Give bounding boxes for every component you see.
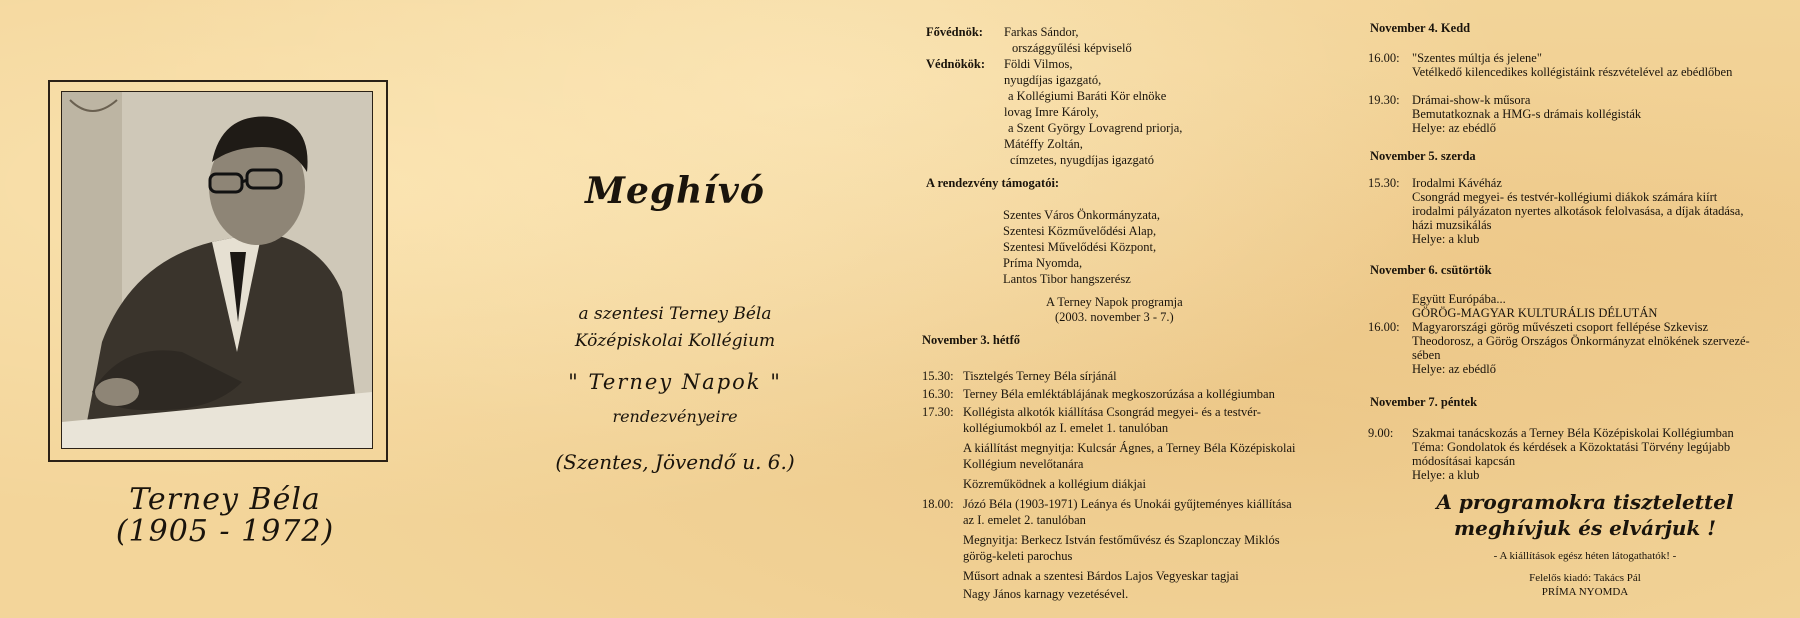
sponsor-item: Lantos Tibor hangszerész (1003, 272, 1131, 286)
event-line: Kollégium nevelőtanára (963, 457, 1084, 471)
invitation-line-2: Középiskolai Kollégium (574, 331, 776, 351)
sponsor-item: Szentesi Művelődési Központ, (1003, 240, 1157, 254)
invitation-title: Meghívó (585, 170, 765, 212)
event-time: 15.30: (1368, 176, 1400, 190)
event-line: Tisztelgés Terney Béla sírjánál (963, 369, 1117, 383)
sponsors-heading: A rendezvény támogatói: (926, 176, 1060, 190)
patron-line: a Szent György Lovagrend priorja, (1008, 121, 1183, 135)
event-line: házi muzsikálás (1412, 218, 1492, 232)
printer: PRÍMA NYOMDA (1541, 586, 1629, 598)
patron-line: Farkas Sándor, (1004, 25, 1079, 39)
event-line: Nagy János karnagy vezetésével. (963, 587, 1129, 601)
invitation-line-3: " Terney Napok " (568, 370, 782, 394)
invitation-line-5: (Szentes, Jövendő u. 6.) (555, 450, 795, 474)
event-time: 16.00: (1368, 320, 1400, 334)
event-line: görög-keleti parochus (963, 549, 1073, 563)
program-dates: (2003. november 3 - 7.) (1055, 310, 1174, 324)
event-time: 9.00: (1368, 426, 1394, 440)
sponsor-item: Szentesi Közművelődési Alap, (1003, 224, 1157, 238)
portrait-photo (61, 91, 373, 449)
patrons-panel (900, 0, 1350, 618)
event-line: Magyarországi görög művészeti csoport fellépése Szkevisz (1412, 320, 1709, 334)
portrait-panel (0, 0, 450, 618)
event-line: Terney Béla emléktáblájának megkoszorúzása a kollégiumban (963, 387, 1275, 401)
invitation-line-1: a szentesi Terney Béla (578, 304, 772, 324)
person-name: Terney Béla (129, 482, 321, 517)
event-line: Közreműködnek a kollégium diákjai (963, 477, 1146, 491)
event-time: 16.30: (922, 387, 954, 401)
patron-line: országgyűlési képviselő (1012, 41, 1132, 55)
event-line: módosításai kapcsán (1412, 454, 1516, 468)
portrait-frame (48, 80, 388, 462)
sponsor-item: Szentes Város Önkormányzata, (1003, 208, 1161, 222)
publisher: Felelős kiadó: Takács Pál (1529, 572, 1641, 584)
event-time: 18.00: (922, 497, 954, 511)
person-years: (1905 - 1972) (115, 514, 335, 549)
event-line: Csongrád megyei- és testvér-kollégiumi diákok számára kiírt (1412, 190, 1718, 204)
day-heading: November 3. hétfő (922, 333, 1021, 347)
program-title: A Terney Napok programja (1046, 295, 1183, 309)
event-line: az I. emelet 2. tanulóban (963, 513, 1086, 527)
patron-line: címzetes, nyugdíjas igazgató (1010, 153, 1155, 167)
event-line: kollégiumokból az I. emelet 1. tanulóban (963, 421, 1169, 435)
event-line: Megnyitja: Berkecz István festőművész és Szaplonczay Miklós (963, 533, 1280, 547)
patron-line: lovag Imre Károly, (1004, 105, 1099, 119)
patron-line: Mátéffy Zoltán, (1004, 137, 1083, 151)
event-line: Szakmai tanácskozás a Terney Béla Középiskolai Kollégiumban (1412, 426, 1734, 440)
patron-line: Földi Vilmos, (1004, 57, 1073, 71)
closing-line-2: meghívjuk és elvárjuk ! (1454, 516, 1716, 540)
event-line: Irodalmi Kávéház (1412, 176, 1502, 190)
event-time: 17.30: (922, 405, 954, 419)
day-heading: November 4. Kedd (1370, 21, 1471, 35)
event-line: Kollégista alkotók kiállítása Csongrád megyei- és a testvér- (963, 405, 1261, 419)
event-line: GÖRÖG-MAGYAR KULTURÁLIS DÉLUTÁN (1412, 306, 1658, 320)
event-line: Vetélkedő kilencedikes kollégistáink részvételével az ebédlőben (1412, 65, 1733, 79)
event-line: Drámai-show-k műsora (1412, 93, 1531, 107)
event-time: 16.00: (1368, 51, 1400, 65)
patron-label: Védnökök: (926, 57, 986, 71)
invitation-line-4: rendezvényeire (612, 407, 738, 426)
invitation-cover (450, 0, 900, 618)
patron-line: nyugdíjas igazgató, (1004, 73, 1102, 87)
event-line: Theodorosz, a Görög Országos Önkormányzat elnökének szervezé- (1412, 334, 1750, 348)
sponsor-item: Príma Nyomda, (1003, 256, 1083, 270)
event-line: irodalmi pályázaton nyertes alkotások felolvasása, a díjak átadása, (1412, 204, 1744, 218)
closing-line-1: A programokra tisztelettel (1436, 490, 1734, 514)
event-line: Helye: a klub (1412, 468, 1480, 482)
day-heading: November 7. péntek (1370, 395, 1478, 409)
event-line: Helye: az ebédlő (1412, 121, 1496, 135)
exhibition-note: - A kiállítások egész héten látogathatók! - (1493, 550, 1677, 562)
day-heading: November 6. csütörtök (1370, 263, 1492, 277)
event-line: sében (1412, 348, 1441, 362)
event-line: Téma: Gondolatok és kérdések a Közoktatási Törvény legújabb (1412, 440, 1731, 454)
day-heading: November 5. szerda (1370, 149, 1476, 163)
event-line: Bemutatkoznak a HMG-s drámais kollégisták (1412, 107, 1642, 121)
event-line: Józó Béla (1903-1971) Leánya és Unokái gyűjteményes kiállítása (963, 497, 1292, 511)
schedule-panel (1350, 0, 1800, 618)
event-line: Műsort adnak a szentesi Bárdos Lajos Vegyeskar tagjai (963, 569, 1239, 583)
event-time: 15.30: (922, 369, 954, 383)
event-line: Együtt Európába... (1412, 292, 1506, 306)
event-line: Helye: a klub (1412, 232, 1480, 246)
event-line: "Szentes múltja és jelene" (1412, 51, 1542, 65)
event-line: Helye: az ebédlő (1412, 362, 1496, 376)
event-line: A kiállítást megnyitja: Kulcsár Ágnes, a Terney Béla Középiskolai (963, 441, 1296, 455)
event-time: 19.30: (1368, 93, 1400, 107)
patron-label: Fővédnök: (926, 25, 983, 39)
patron-line: a Kollégiumi Baráti Kör elnöke (1008, 89, 1167, 103)
